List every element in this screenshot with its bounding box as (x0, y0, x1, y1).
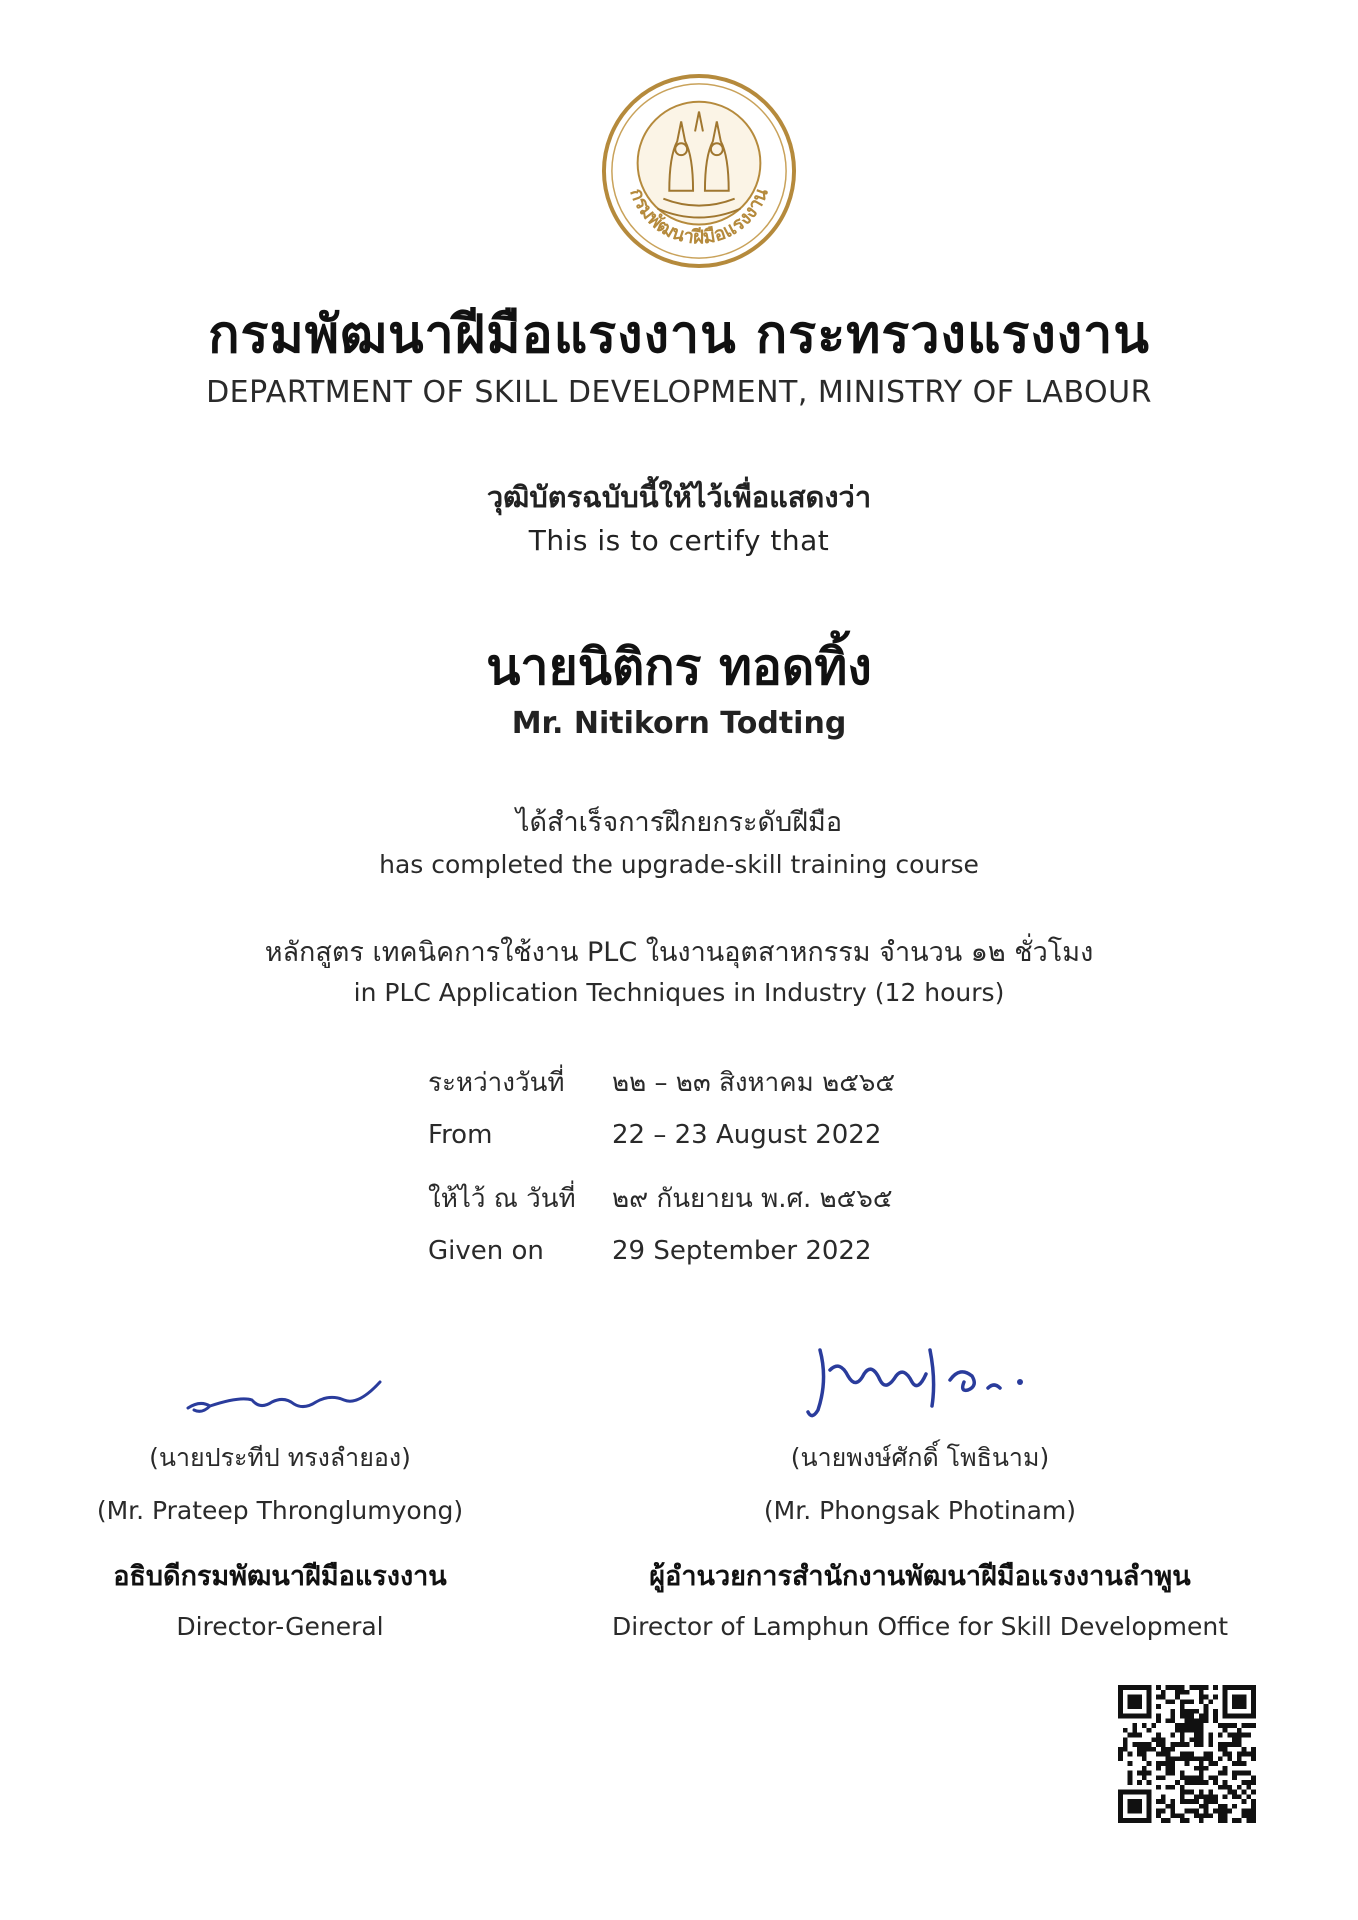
right-signatory (570, 1438, 1270, 1658)
from-label-english: From (428, 1120, 493, 1150)
right-signatory-title-thai: ผู้อำนวยการสำนักงานพัฒนาฝีมือแรงงานลำพูน (649, 1561, 1191, 1592)
course-title-english: in PLC Application Techniques in Industry (12 hours) (353, 978, 1005, 1007)
given-value-english: 29 September 2022 (612, 1236, 872, 1266)
right-signatory-name-english: (Mr. Phongsak Photinam) (763, 1496, 1077, 1525)
left-signatory-name-thai: (นายประทีป ทรงลำยอง) (149, 1443, 411, 1472)
between-value-thai: ๒๒ – ๒๓ สิงหาคม ๒๕๖๕ (612, 1068, 896, 1098)
given-label-english: Given on (428, 1236, 544, 1266)
seal-ring-text: กรมพัฒนาฝีมือแรงงาน (625, 185, 773, 249)
course-title-thai: หลักสูตร เทคนิคการใช้งาน PLC ในงานอุตสาหกรรม จำนวน ๑๒ ชั่วโมง (264, 937, 1094, 968)
from-value-english: 22 – 23 August 2022 (612, 1120, 882, 1150)
between-label-thai: ระหว่างวันที่ (428, 1068, 565, 1098)
left-signatory (60, 1438, 500, 1658)
org-name-english: DEPARTMENT OF SKILL DEVELOPMENT, MINISTRY OF LABOUR (206, 375, 1152, 410)
completion-text-thai: ได้สำเร็จการฝึกยกระดับฝีมือ (515, 807, 843, 838)
completion-text-english: has completed the upgrade-skill training course (379, 850, 979, 879)
department-seal-logo (600, 72, 798, 270)
certify-text-english: This is to certify that (528, 524, 830, 557)
recipient-name-english: Mr. Nitikorn Todting (511, 706, 847, 741)
right-signatory-name-thai: (นายพงษ์ศักดิ์ โพธินาม) (790, 1443, 1050, 1472)
left-signatory-title-thai: อธิบดีกรมพัฒนาฝีมือแรงงาน (113, 1561, 447, 1592)
recipient-name-thai: นายนิติกร ทอดทิ้ง (486, 638, 872, 696)
left-signature-image (180, 1370, 400, 1430)
left-signatory-title-english: Director-General (176, 1612, 384, 1641)
org-name-thai: กรมพัฒนาฝีมือแรงงาน กระทรวงแรงงาน (208, 305, 1150, 365)
qr-code-icon[interactable] (1118, 1685, 1256, 1823)
given-label-thai: ให้ไว้ ณ วันที่ (428, 1184, 576, 1214)
given-value-thai: ๒๙ กันยายน พ.ศ. ๒๕๖๕ (612, 1184, 893, 1214)
right-signature-image (800, 1330, 1050, 1430)
right-signatory-title-english: Director of Lamphun Office for Skill Development (611, 1612, 1229, 1641)
certify-text-thai: วุฒิบัตรฉบับนี้ให้ไว้เพื่อแสดงว่า (486, 480, 872, 514)
left-signatory-name-english: (Mr. Prateep Thronglumyong) (96, 1496, 464, 1525)
